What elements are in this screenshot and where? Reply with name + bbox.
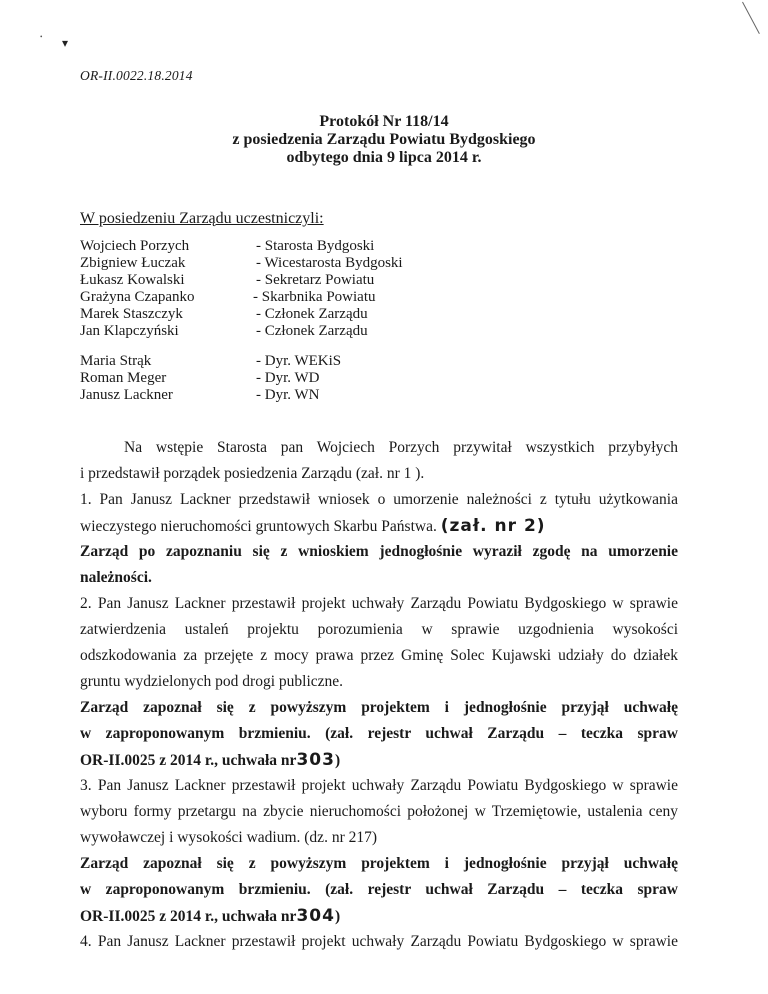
director-name: Maria Strąk bbox=[80, 353, 152, 369]
decision-close: ) bbox=[334, 752, 341, 769]
intro-line: Na wstępie Starosta pan Wojciech Porzych przywitał wszystkich przybyłych bbox=[124, 439, 678, 456]
attendee-name: Wojciech Porzych bbox=[80, 238, 190, 254]
item-line: 1. Pan Janusz Lackner przedstawił wniosek o umorzenie należności z tytułu użytkowania bbox=[80, 491, 678, 508]
scan-mark-line bbox=[742, 2, 760, 34]
attendee-role: - Sekretarz Powiatu bbox=[256, 272, 375, 288]
attendees-heading: W posiedzeniu Zarządu uczestniczyli: bbox=[80, 210, 324, 227]
item-line: wyboru formy przetargu na zbycie nieruchomości położonej w Trzemiętowie, ustalenia ceny bbox=[80, 803, 678, 820]
director-role: - Dyr. WD bbox=[256, 370, 320, 386]
title-line-2: z posiedzenia Zarządu Powiatu Bydgoskiego bbox=[232, 131, 536, 148]
intro-line: i przedstawił porządek posiedzenia Zarządu (zał. nr 1 ). bbox=[80, 465, 425, 482]
scan-dot: • bbox=[40, 33, 43, 41]
decision-line: Zarząd zapoznał się z powyższym projektem i jednogłośnie przyjął uchwałę bbox=[80, 855, 678, 872]
attendee-role: - Członek Zarządu bbox=[256, 306, 368, 322]
director-name: Janusz Lackner bbox=[80, 387, 173, 403]
title-line-3: odbytego dnia 9 lipca 2014 r. bbox=[286, 149, 482, 166]
item-line: gruntu wydzielonych pod drogi publiczne. bbox=[80, 673, 344, 690]
decision-line: w zaproponowanym brzmieniu. (zał. rejestr uchwał Zarządu – teczka spraw bbox=[80, 881, 678, 898]
decision-line: Zarząd zapoznał się z powyższym projektem i jednogłośnie przyjął uchwałę bbox=[80, 699, 678, 716]
director-role: - Dyr. WN bbox=[256, 387, 320, 403]
attendee-role: - Członek Zarządu bbox=[256, 323, 368, 339]
attendee-role: - Wicestarosta Bydgoski bbox=[256, 255, 403, 271]
decision-text: OR-II.0025 z 2014 r., uchwała nr bbox=[80, 908, 297, 925]
decision-line bbox=[80, 903, 678, 930]
item-line: wywoławczej i wysokości wadium. (dz. nr 217) bbox=[80, 829, 378, 846]
attendee-name: Jan Klapczyński bbox=[80, 323, 179, 339]
item-line: zatwierdzenia ustaleń projektu porozumienia w sprawie uzgodnienia wysokości bbox=[80, 621, 678, 638]
director-role: - Dyr. WEKiS bbox=[256, 353, 342, 369]
item-line: 2. Pan Janusz Lackner przestawił projekt uchwały Zarządu Powiatu Bydgoskiego w sprawie bbox=[80, 595, 678, 612]
decision-line: należności. bbox=[80, 569, 152, 586]
title-line-1: Protokół Nr 118/14 bbox=[319, 113, 449, 130]
item-line: 3. Pan Janusz Lackner przestawił projekt uchwały Zarządu Powiatu Bydgoskiego w sprawie bbox=[80, 777, 678, 794]
director-name: Roman Meger bbox=[80, 370, 167, 386]
decision-text: OR-II.0025 z 2014 r., uchwała nr bbox=[80, 752, 297, 769]
item-line bbox=[80, 513, 678, 540]
attendee-name: Grażyna Czapanko bbox=[80, 289, 195, 305]
handwritten-annotation: (zał. nr 2) bbox=[440, 516, 546, 536]
item-line: odszkodowania za przejęte z mocy prawa przez Gminę Solec Kujawski udziały do działek bbox=[80, 647, 678, 664]
attendee-role: - Starosta Bydgoski bbox=[256, 238, 375, 254]
decision-close: ) bbox=[334, 908, 341, 925]
attendee-name: Zbigniew Łuczak bbox=[80, 255, 186, 271]
decision-line: Zarząd po zapoznaniu się z wnioskiem jednogłośnie wyraził zgodę na umorzenie bbox=[80, 543, 678, 560]
attendee-role: - Skarbnika Powiatu bbox=[253, 289, 376, 305]
document-reference: OR-II.0022.18.2014 bbox=[80, 68, 193, 83]
attendee-name: Łukasz Kowalski bbox=[80, 272, 185, 288]
item-text: wieczystego nieruchomości gruntowych Skarbu Państwa. bbox=[80, 518, 437, 535]
handwritten-resolution-number: 304 bbox=[296, 906, 335, 926]
decision-line bbox=[80, 747, 678, 774]
handwritten-resolution-number: 303 bbox=[296, 750, 335, 770]
scan-mark-symbol: ▾ bbox=[62, 36, 69, 50]
item-line: 4. Pan Janusz Lackner przestawił projekt uchwały Zarządu Powiatu Bydgoskiego w sprawie bbox=[80, 933, 678, 950]
decision-line: w zaproponowanym brzmieniu. (zał. rejestr uchwał Zarządu – teczka spraw bbox=[80, 725, 678, 742]
attendee-name: Marek Staszczyk bbox=[80, 306, 183, 322]
